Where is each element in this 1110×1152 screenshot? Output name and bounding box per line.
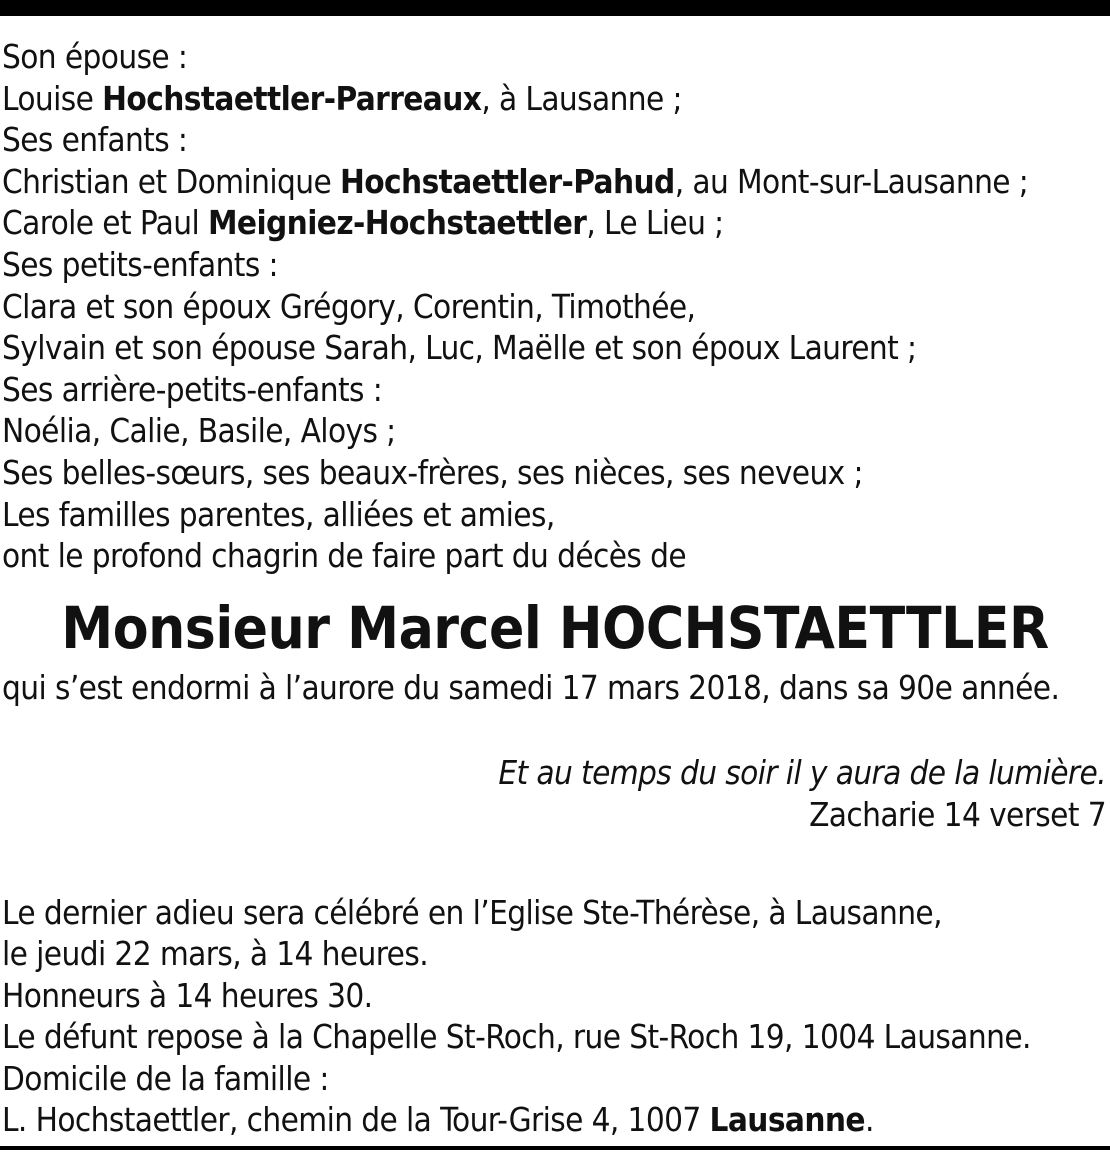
quote-reference: Zacharie 14 verset 7: [809, 794, 1106, 834]
child-line: [2, 202, 1108, 244]
family-address: [2, 1099, 1108, 1141]
great-grandchildren-heading: Ses arrière-petits-enfants :: [2, 369, 383, 409]
spouse-place: , à Lausanne ;: [481, 78, 682, 118]
bottom-rule: [0, 1146, 1110, 1150]
spouse-first-name: Louise: [2, 78, 94, 118]
service-line: le jeudi 22 mars, à 14 heures.: [2, 934, 429, 974]
service-line: Honneurs à 14 heures 30.: [2, 975, 373, 1015]
service-line: Domicile de la famille :: [2, 1058, 329, 1098]
obituary-notice: [2, 36, 1108, 1141]
child-last-name: Meigniez-Hochstaettler: [207, 203, 587, 243]
quote-block: [2, 752, 1108, 835]
child-first-names: Carole et Paul: [2, 203, 200, 243]
spouse-heading: Son épouse :: [2, 37, 188, 76]
service-line: Le défunt repose à la Chapelle St-Roch, rue St-Roch 19, 1004 Lausanne.: [2, 1017, 1031, 1057]
relatives-line: Les familles parentes, alliées et amies,: [2, 494, 555, 534]
grandchildren-heading: Ses petits-enfants :: [2, 244, 278, 284]
child-place: , Le Lieu ;: [586, 203, 724, 243]
child-last-name: Hochstaettler-Pahud: [339, 161, 675, 201]
spouse-last-name: Hochstaettler-Parreaux: [102, 78, 482, 118]
deceased-name: Monsieur Marcel HOCHSTAETTLER: [61, 593, 1049, 662]
child-first-names: Christian et Dominique: [2, 161, 332, 201]
grandchildren-line: Sylvain et son épouse Sarah, Luc, Maëlle et son époux Laurent ;: [2, 328, 917, 368]
address-city: Lausanne: [709, 1100, 865, 1140]
death-line: qui s’est endormi à l’aurore du samedi 17 mars 2018, dans sa 90e année.: [2, 667, 1060, 707]
child-line: [2, 161, 1108, 203]
announcement-line: ont le profond chagrin de faire part du décès de: [2, 536, 687, 576]
top-rule: [0, 0, 1110, 16]
spouse-line: [2, 78, 1108, 120]
grandchildren-line: Clara et son époux Grégory, Corentin, Timothée,: [2, 286, 696, 326]
great-grandchildren-line: Noélia, Calie, Basile, Aloys ;: [2, 411, 396, 451]
address-suffix: .: [864, 1100, 874, 1140]
address-prefix: L. Hochstaettler, chemin de la Tour-Grise 4, 1007: [2, 1100, 710, 1140]
child-place: , au Mont-sur-Lausanne ;: [674, 161, 1029, 201]
in-laws-line: Ses belles-sœurs, ses beaux-frères, ses nièces, ses neveux ;: [2, 452, 863, 492]
service-block: [2, 892, 1108, 1142]
children-heading: Ses enfants :: [2, 120, 188, 160]
quote-text: Et au temps du soir il y aura de la lumière.: [498, 753, 1106, 793]
service-line: Le dernier adieu sera célébré en l’Eglise Ste-Thérèse, à Lausanne,: [2, 892, 942, 932]
